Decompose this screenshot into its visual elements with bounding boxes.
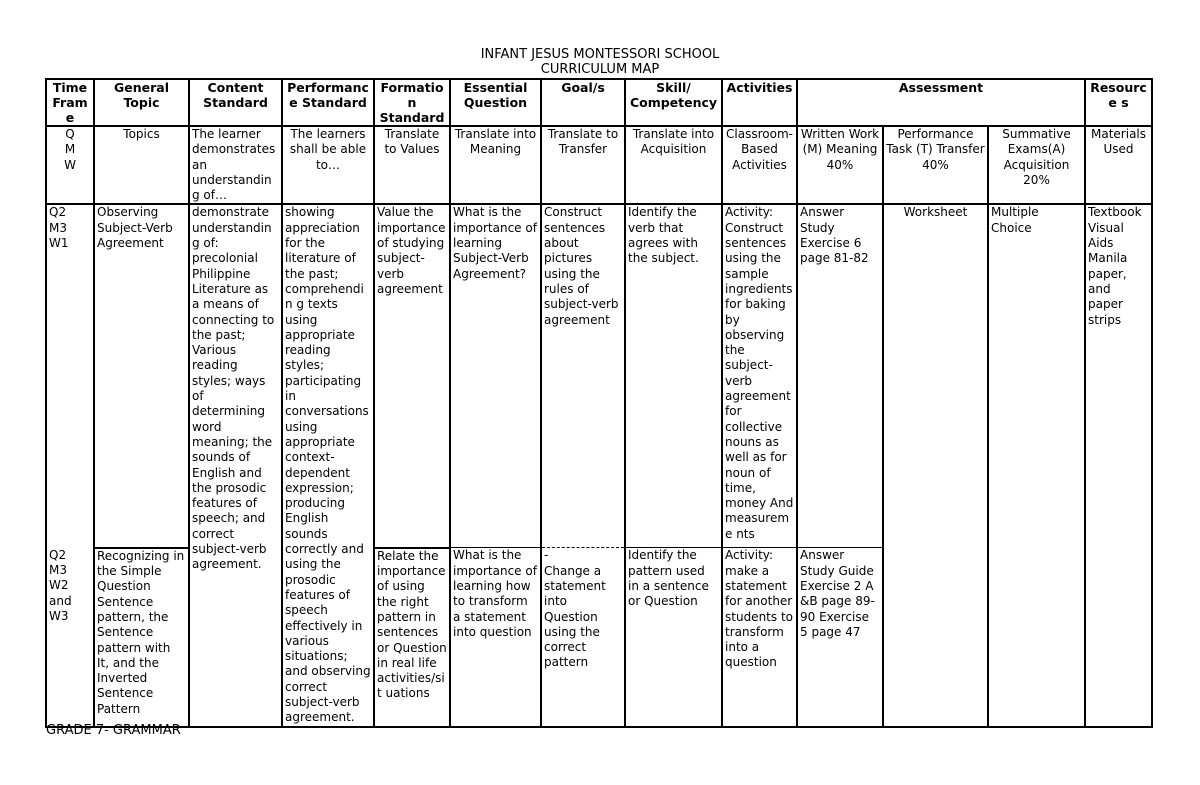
sub-content-standard: The learner demonstrates an understanding of… (189, 126, 282, 204)
row1-summative: Multiple Choice (988, 204, 1085, 726)
col-skill: Skill/ Competency (625, 79, 722, 126)
footer-label: GRADE 7- GRAMMAR (46, 723, 181, 738)
row1-formation-standard: Value the importance of studying subject-verb agreement (374, 204, 450, 547)
sub-summative: Summative Exams(A) Acquisition 20% (988, 126, 1085, 204)
sub-goals: Translate to Transfer (541, 126, 625, 204)
header-row (46, 79, 1152, 126)
sub-performance-task: Performance Task (T) Transfer 40% (883, 126, 988, 204)
col-resources: Resource s (1085, 79, 1152, 126)
row1-time-frame: Q2 M3 W1 (46, 204, 94, 547)
school-name: INFANT JESUS MONTESSORI SCHOOL (480, 47, 720, 62)
sub-performance-standard: The learners shall be able to… (282, 126, 374, 204)
table-row (46, 204, 1152, 547)
row2-time-frame: Q2 M3 W2 and W3 (46, 548, 94, 727)
row2-activities: Activity: make a statement for another students to transform into a question (722, 548, 797, 727)
col-content-standard: Content Standard (189, 79, 282, 126)
row1-essential-question: What is the importance of learning Subject-Verb Agreement? (450, 204, 541, 547)
row2-formation-standard: Relate the importance of using the right pattern in sentences or Question in real life activities/sit uations (374, 548, 450, 727)
sub-general-topic: Topics (94, 126, 189, 204)
row1-goals: Construct sentences about pictures using the rules of subject-verb agreement (541, 204, 625, 547)
row1-skill: Identify the verb that agrees with the subject. (625, 204, 722, 547)
row1-performance-standard: showing appreciation for the literature of the past; comprehendin g texts using appropriate reading styles; participating in conversations using appropriate context-dependent expression; producing English sounds correctly and using the prosodic features of speech effectively in various situations; and observing correct subject-verb agreement. (282, 204, 374, 726)
sub-resources: Materials Used (1085, 126, 1152, 204)
sub-activities: Classroom-Based Activities (722, 126, 797, 204)
row2-skill: Identify the pattern used in a sentence or Question (625, 548, 722, 727)
row2-essential-question: What is the importance of learning how to transform a statement into question (450, 548, 541, 727)
row1-activities: Activity: Construct sentences using the sample ingredients for baking by observing the subject-verb agreement for collective nouns as well as for noun of time, money And measureme nts (722, 204, 797, 547)
col-formation-standard: Formation Standard (374, 79, 450, 126)
col-time-frame: Time Frame (46, 79, 94, 126)
col-performance-standard: Performance Standard (282, 79, 374, 126)
row2-general-topic: Recognizing in the Simple Question Sentence pattern, the Sentence pattern with It, and the Inverted Sentence Pattern (94, 548, 189, 727)
col-goals: Goal/s (541, 79, 625, 126)
row1-general-topic: Observing Subject-Verb Agreement (94, 204, 189, 547)
sub-time-frame: Q M W (46, 126, 94, 204)
sub-written-work: Written Work (M) Meaning 40% (797, 126, 883, 204)
sub-skill: Translate into Acquisition (625, 126, 722, 204)
row1-written-work: Answer Study Exercise 6 page 81-82 (797, 204, 883, 547)
row2-written-work: Answer Study Guide Exercise 2 A &B page 89-90 Exercise 5 page 47 (797, 548, 883, 727)
col-essential-question: Essential Question (450, 79, 541, 126)
row1-performance-task: Worksheet (883, 204, 988, 726)
col-assessment: Assessment (797, 79, 1085, 126)
row1-content-standard: demonstrate understanding of: precolonial Philippine Literature as a means of connecting to the past; Various reading styles; ways of determining word meaning; the sounds of English and the prosodic features of speech; and correct subject-verb agreement. (189, 204, 282, 726)
col-general-topic: General Topic (94, 79, 189, 126)
col-activities: Activities (722, 79, 797, 126)
document-title: CURRICULUM MAP (540, 62, 660, 77)
sub-formation-standard: Translate to Values (374, 126, 450, 204)
row2-goals: - Change a statement into Question using the correct pattern (541, 548, 625, 727)
sub-essential-question: Translate into Meaning (450, 126, 541, 204)
subheader-row (46, 126, 1152, 204)
curriculum-map-table (45, 78, 1153, 728)
row1-resources: Textbook Visual Aids Manila paper, and paper strips (1085, 204, 1152, 726)
